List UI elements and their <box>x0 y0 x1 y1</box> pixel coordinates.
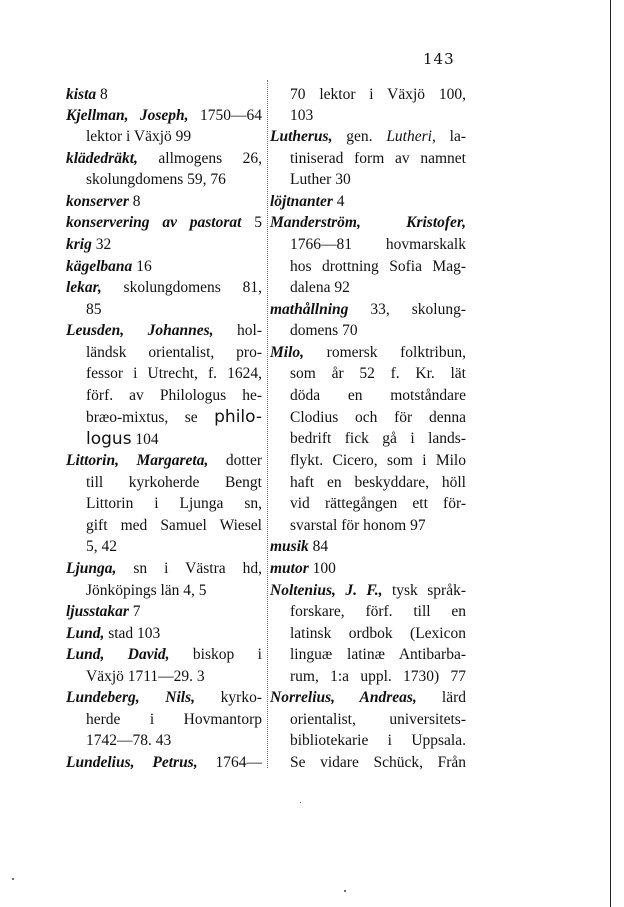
index-entry-line: forskare, förf. till en <box>290 603 466 620</box>
index-entry-konservering: konservering av pastorat 5 <box>66 214 263 231</box>
index-entry-line: 1766—81 hovmarskalk <box>290 236 466 253</box>
page-number: 143 <box>423 50 455 68</box>
index-entry-kladedrakt: klädedräkt, allmogens 26, <box>66 150 262 167</box>
index-entry-line: Clodius och för denna <box>290 409 466 426</box>
index-entry-mutor: mutor 100 <box>270 560 336 577</box>
index-entry-line: linguæ latinæ Antibarba- <box>290 646 466 663</box>
index-entry-lund: Lund, stad 103 <box>66 625 161 642</box>
index-entry-lundeberg: Lundeberg, Nils, kyrko- <box>66 689 263 706</box>
index-entry-line: ländsk orientalist, pro- <box>86 344 262 361</box>
index-entry-konserver: konserver 8 <box>66 193 141 210</box>
index-entry-line: logus 104 <box>86 429 159 449</box>
index-entry-noltenius: Noltenius, J. F., tysk språk- <box>270 582 466 599</box>
index-entry-line: 85 <box>86 301 102 318</box>
index-entry-line: förf. av Philologus he- <box>86 387 262 404</box>
index-entry-line: 70 lektor i Växjö 100, <box>290 86 466 103</box>
index-entry-krig: krig 32 <box>66 236 112 253</box>
index-entry-line: domens 70 <box>290 322 358 339</box>
index-entry-line: till kyrkoherde Bengt <box>86 474 262 491</box>
index-entry-line: bræo-mixtus, se philo- <box>86 407 262 427</box>
index-entry-milo: Milo, romersk folktribun, <box>270 344 466 361</box>
index-entry-kista: kista 8 <box>66 86 108 103</box>
index-entry-kagelbana: kägelbana 16 <box>66 258 152 275</box>
index-entry-ljunga: Ljunga, sn i Västra hd, <box>66 560 262 577</box>
index-entry-line: 1742—78. 43 <box>86 732 172 749</box>
index-entry-norrelius: Norrelius, Andreas, lärd <box>270 689 466 706</box>
index-entry-line: Littorin i Ljunga sn, <box>86 495 262 512</box>
index-entry-line: 5, 42 <box>86 538 117 555</box>
index-entry-lundelius: Lundelius, Petrus, 1764— <box>66 754 262 771</box>
index-entry-line: lektor i Växjö 99 <box>86 128 192 145</box>
index-entry-line: herde i Hovmantorp <box>86 711 262 728</box>
index-entry-leusden: Leusden, Johannes, hol- <box>66 322 262 339</box>
index-entry-line: tiniserad form av namnet <box>290 150 466 167</box>
index-entry-lund-david: Lund, David, biskop i <box>66 646 262 663</box>
paper-speck <box>344 890 346 892</box>
index-entry-ljusstakar: ljusstakar 7 <box>66 603 141 620</box>
index-entry-line: Jönköpings län 4, 5 <box>86 582 207 599</box>
index-entry-line: flykt. Cicero, som i Milo <box>290 452 466 469</box>
index-entry-lutherus: Lutherus, gen. Lutheri, la- <box>270 128 466 145</box>
index-entry-kjellman: Kjellman, Joseph, 1750—64 <box>66 107 262 124</box>
index-entry-lekar: lekar, skolungdomens 81, <box>66 279 262 296</box>
index-entry-line: hos drottning Sofia Mag- <box>290 258 466 275</box>
index-entry-line: svarstal för honom 97 <box>290 517 426 534</box>
index-entry-littorin: Littorin, Margareta, dotter <box>66 452 262 469</box>
index-entry-lojtnanter: löjtnanter 4 <box>270 193 345 210</box>
column-divider <box>267 80 268 768</box>
index-entry-line: gift med Samuel Wiesel <box>86 517 262 534</box>
index-entry-line: vid rättegången ett för- <box>290 495 466 512</box>
page-edge-line <box>610 0 611 907</box>
index-entry-line: 103 <box>290 107 314 124</box>
index-entry-line: bibliotekarie i Uppsala. <box>290 732 466 749</box>
index-entry-line: latinsk ordbok (Lexicon <box>290 625 466 642</box>
index-entry-line: dalena 92 <box>290 279 350 296</box>
index-entry-line: haft en beskyddare, höll <box>290 474 466 491</box>
index-entry-line: skolungdomens 59, 76 <box>86 171 226 188</box>
index-entry-line: rum, 1:a uppl. 1730) 77 <box>290 668 466 685</box>
index-entry-line: orientalist, universitets- <box>290 711 466 728</box>
index-entry-manderstrom: Manderström, Kristofer, <box>270 214 466 231</box>
paper-speck <box>300 802 301 803</box>
index-entry-line: döda en motståndare <box>290 387 466 404</box>
index-entry-musik: musik 84 <box>270 538 329 555</box>
index-entry-line: Växjö 1711—29. 3 <box>86 668 205 685</box>
index-entry-mathallning: mathållning 33, skolung- <box>270 301 466 318</box>
index-entry-line: fessor i Utrecht, f. 1624, <box>86 365 262 382</box>
index-entry-line: som år 52 f. Kr. lät <box>290 365 466 382</box>
paper-speck <box>12 878 14 880</box>
index-entry-line: bedrift fick gå i lands- <box>290 430 466 447</box>
index-entry-line: Se vidare Schück, Från <box>290 754 466 771</box>
index-entry-line: Luther 30 <box>290 171 351 188</box>
